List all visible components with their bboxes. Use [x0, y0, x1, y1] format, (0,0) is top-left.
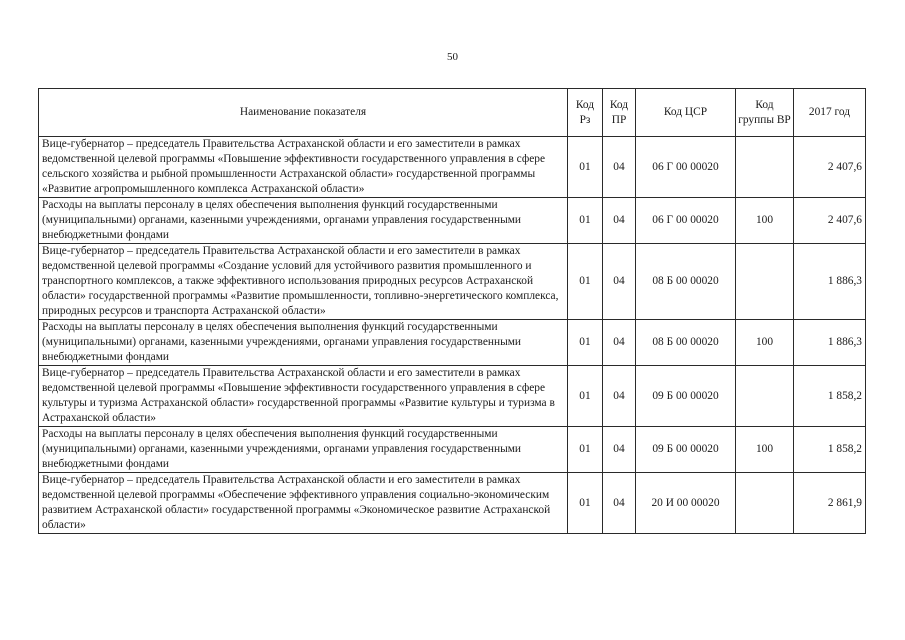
cell-sum: 1 886,3 [794, 320, 866, 366]
header-csr: Код ЦСР [636, 89, 736, 137]
cell-sum: 2 407,6 [794, 198, 866, 244]
cell-rz: 01 [568, 244, 603, 320]
cell-pr: 04 [603, 473, 636, 534]
header-year: 2017 год [794, 89, 866, 137]
cell-pr: 04 [603, 244, 636, 320]
cell-name: Расходы на выплаты персоналу в целях обеспечения выполнения функций государственными (муниципальными) органами, казенными учреждениями, органами управления государственными внебюджетными фондами [39, 198, 568, 244]
cell-vr: 100 [736, 198, 794, 244]
cell-rz: 01 [568, 320, 603, 366]
table-row [39, 137, 866, 198]
cell-sum: 1 858,2 [794, 427, 866, 473]
cell-name: Вице-губернатор – председатель Правительства Астраханской области и его заместители в рамках ведомственной целевой программы «Обеспечение эффективного управления социально-экономическим развитием Астраханской области» государственной программы «Экономическое развитие Астраханской области» [39, 473, 568, 534]
cell-pr: 04 [603, 320, 636, 366]
cell-pr: 04 [603, 366, 636, 427]
cell-csr: 09 Б 00 00020 [636, 427, 736, 473]
cell-rz: 01 [568, 473, 603, 534]
cell-rz: 01 [568, 198, 603, 244]
cell-pr: 04 [603, 137, 636, 198]
table-header-row [39, 89, 866, 137]
cell-vr [736, 366, 794, 427]
cell-name: Расходы на выплаты персоналу в целях обеспечения выполнения функций государственными (муниципальными) органами, казенными учреждениями, органами управления государственными внебюджетными фондами [39, 427, 568, 473]
table-row [39, 198, 866, 244]
cell-name: Вице-губернатор – председатель Правительства Астраханской области и его заместители в рамках ведомственной целевой программы «Повышение эффективности государственного управления в сфере сельского хозяйства и рыбной промышленности Астраханской области» государственной программы «Развитие агропромышленного комплекса Астраханской области» [39, 137, 568, 198]
cell-vr: 100 [736, 427, 794, 473]
cell-rz: 01 [568, 137, 603, 198]
table-row [39, 366, 866, 427]
cell-csr: 20 И 00 00020 [636, 473, 736, 534]
header-pr: Код ПР [603, 89, 636, 137]
cell-name: Расходы на выплаты персоналу в целях обеспечения выполнения функций государственными (муниципальными) органами, казенными учреждениями, органами управления государственными внебюджетными фондами [39, 320, 568, 366]
cell-sum: 1 886,3 [794, 244, 866, 320]
cell-sum: 2 407,6 [794, 137, 866, 198]
cell-pr: 04 [603, 427, 636, 473]
cell-csr: 08 Б 00 00020 [636, 244, 736, 320]
cell-sum: 2 861,9 [794, 473, 866, 534]
cell-vr [736, 137, 794, 198]
table-row [39, 244, 866, 320]
header-rz: Код Рз [568, 89, 603, 137]
page-number: 50 [447, 51, 458, 63]
table-row [39, 320, 866, 366]
cell-name: Вице-губернатор – председатель Правительства Астраханской области и его заместители в рамках ведомственной целевой программы «Повышение эффективности государственного управления в сфере культуры и туризма Астраханской области» государственной программы «Развитие культуры и туризма в Астраханской области» [39, 366, 568, 427]
table-row [39, 427, 866, 473]
cell-rz: 01 [568, 427, 603, 473]
header-vr: Код группы ВР [736, 89, 794, 137]
cell-pr: 04 [603, 198, 636, 244]
cell-vr [736, 473, 794, 534]
cell-csr: 06 Г 00 00020 [636, 137, 736, 198]
cell-csr: 09 Б 00 00020 [636, 366, 736, 427]
cell-csr: 06 Г 00 00020 [636, 198, 736, 244]
budget-table [38, 88, 866, 534]
cell-csr: 08 Б 00 00020 [636, 320, 736, 366]
header-name: Наименование показателя [39, 89, 568, 137]
table-row [39, 473, 866, 534]
cell-rz: 01 [568, 366, 603, 427]
cell-vr: 100 [736, 320, 794, 366]
cell-sum: 1 858,2 [794, 366, 866, 427]
cell-name: Вице-губернатор – председатель Правительства Астраханской области и его заместители в рамках ведомственной целевой программы «Создание условий для устойчивого развития промышленного и транспортного комплексов, а также эффективного использования природных ресурсов Астраханской области» государственной программы «Развитие промышленности, топливно-энергетического комплекса, природных ресурсов и транспорта Астраханской области» [39, 244, 568, 320]
cell-vr [736, 244, 794, 320]
